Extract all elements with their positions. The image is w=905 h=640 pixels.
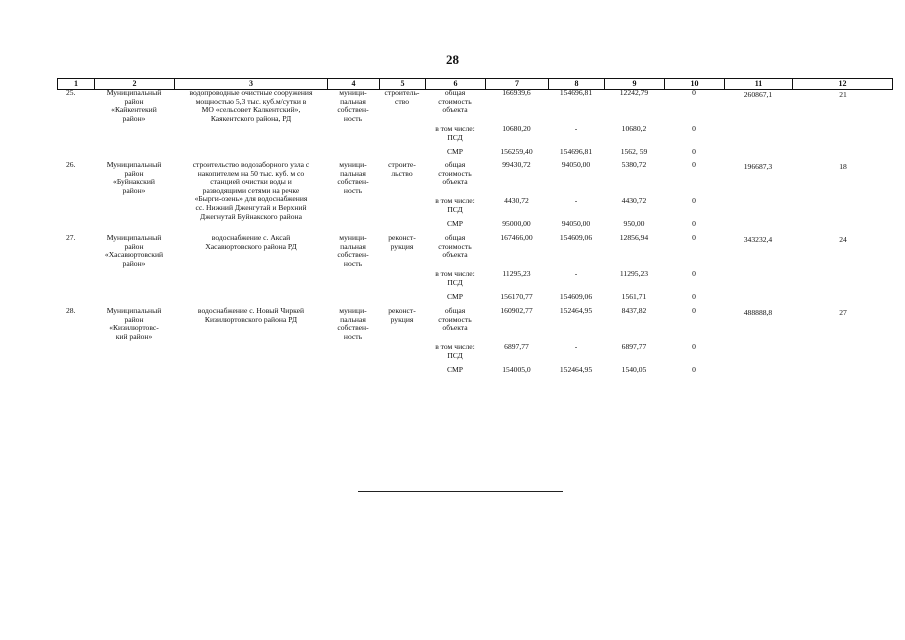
value-col9: 8437,82 [621, 306, 647, 315]
value-col8: - [574, 342, 578, 351]
cost-category-label: общая стоимость объекта [438, 160, 472, 187]
row-number: 26. [66, 160, 76, 169]
ownership-type: муници- пальная собствен- ность [337, 88, 369, 123]
value-col7: 4430,72 [504, 196, 529, 205]
value-col12: 27 [839, 308, 847, 317]
value-col12: 21 [839, 90, 847, 99]
total-value-col11: 488888,8 [743, 308, 773, 317]
value-col8: - [574, 124, 578, 133]
value-col8: 152464,95 [559, 365, 593, 374]
column-header-6: 6 [425, 79, 485, 89]
value-col10: 0 [692, 269, 696, 278]
district-name: Муниципальный район «Кизилюртовс- кий район» [106, 306, 162, 341]
value-col9: 1562, 59 [620, 147, 648, 156]
cost-category-label: общая стоимость объекта [438, 306, 472, 333]
total-value-col11: 260867,1 [743, 90, 773, 99]
total-value-col11: 196687,3 [743, 162, 773, 171]
cost-category-label: СМР [446, 365, 464, 374]
ownership-type: муници- пальная собствен- ность [337, 233, 369, 268]
value-col8: - [574, 269, 578, 278]
column-header-10: 10 [664, 79, 724, 89]
object-description: водоснабжение с. Новый Чиркей Кизилюртовского района РД [197, 306, 305, 324]
value-col8: - [574, 196, 578, 205]
column-header-9: 9 [604, 79, 664, 89]
value-col8: 94050,00 [561, 160, 591, 169]
value-col8: 154696,81 [559, 88, 593, 97]
column-header-2: 2 [94, 79, 174, 89]
cost-category-label: общая стоимость объекта [438, 233, 472, 260]
column-header-8: 8 [548, 79, 604, 89]
district-name: Муниципальный район «Кайкентекий район» [106, 88, 162, 123]
district-name: Муниципальный район «Хасавюртовский район» [104, 233, 164, 268]
work-type: реконст- рукция [388, 306, 416, 324]
value-col8: 94050,00 [561, 219, 591, 228]
value-col10: 0 [692, 342, 696, 351]
work-type: строите- льство [388, 160, 416, 178]
value-col7: 166939,6 [502, 88, 531, 97]
value-col7: 6897,77 [504, 342, 529, 351]
value-col9: 1561,71 [621, 292, 647, 301]
cost-category-label: в том числе: ПСД [435, 124, 475, 142]
value-col10: 0 [692, 365, 696, 374]
column-header-11: 11 [724, 79, 792, 89]
value-col7: 11295,23 [502, 269, 531, 278]
value-col7: 154005,0 [502, 365, 531, 374]
value-col10: 0 [692, 147, 696, 156]
value-col9: 6897,77 [621, 342, 647, 351]
value-col9: 950,00 [623, 219, 645, 228]
value-col12: 24 [839, 235, 847, 244]
value-col10: 0 [692, 196, 696, 205]
value-col9: 5380,72 [621, 160, 647, 169]
value-col10: 0 [692, 292, 696, 301]
value-col10: 0 [692, 124, 696, 133]
cost-category-label: общая стоимость объекта [438, 88, 472, 115]
column-header-4: 4 [327, 79, 379, 89]
value-col7: 10680,20 [502, 124, 531, 133]
cost-category-label: в том числе: ПСД [435, 342, 475, 360]
column-header-3: 3 [174, 79, 327, 89]
ownership-type: муници- пальная собствен- ность [337, 306, 369, 341]
value-col7: 160902,77 [500, 306, 533, 315]
ownership-type: муници- пальная собствен- ность [337, 160, 369, 195]
cost-category-label: СМР [446, 219, 464, 228]
cost-category-label: в том числе: ПСД [435, 269, 475, 287]
row-number: 27. [66, 233, 76, 242]
value-col10: 0 [692, 306, 696, 315]
value-col10: 0 [692, 160, 696, 169]
cost-category-label: СМР [446, 292, 464, 301]
column-header-12: 12 [792, 79, 893, 89]
closing-divider-line [358, 491, 563, 492]
value-col9: 1540,05 [621, 365, 647, 374]
column-header-7: 7 [485, 79, 548, 89]
object-description: водопроводные очистные сооружения мощностью 5,3 тыс. куб.м/сутки в МО «сельсовет Калкентский», Каякентского района, РД [189, 88, 313, 123]
object-description: водоснабжение с. Аксай Хасавюртовского района РД [205, 233, 297, 251]
total-value-col11: 343232,4 [743, 235, 773, 244]
value-col8: 154609,06 [559, 233, 593, 242]
work-type: строитель- ство [384, 88, 420, 106]
work-type: реконст- рукция [388, 233, 416, 251]
value-col7: 167466,00 [500, 233, 533, 242]
row-number: 28. [66, 306, 76, 315]
value-col12: 18 [839, 162, 847, 171]
column-header-5: 5 [379, 79, 425, 89]
value-col9: 10680,2 [621, 124, 647, 133]
value-col10: 0 [692, 219, 696, 228]
cost-category-label: в том числе: ПСД [435, 196, 475, 214]
value-col9: 11295,23 [619, 269, 649, 278]
object-description: строительство водозаборного узла с накопителем на 50 тыс. куб. м со станцией очистки воды и разводящими сетями на речке «Бырги-озень» для водоснабжения сс. Нижний Дженгутай и Верхний Джегнутай Буйнакского района [192, 160, 310, 221]
value-col8: 154696,81 [559, 147, 593, 156]
cost-category-label: СМР [446, 147, 464, 156]
page-number: 28 [446, 52, 459, 67]
value-col9: 4430,72 [621, 196, 647, 205]
value-col10: 0 [692, 88, 696, 97]
value-col9: 12856,94 [619, 233, 649, 242]
value-col8: 152464,95 [559, 306, 593, 315]
value-col9: 12242,79 [619, 88, 649, 97]
value-col10: 0 [692, 233, 696, 242]
district-name: Муниципальный район «Буйнакский район» [106, 160, 162, 195]
value-col8: 154609,06 [559, 292, 593, 301]
row-number: 25. [66, 88, 76, 97]
column-header-1: 1 [57, 79, 94, 89]
value-col7: 156259,40 [500, 147, 533, 156]
value-col7: 95000,00 [502, 219, 531, 228]
value-col7: 99430,72 [502, 160, 531, 169]
value-col7: 156170,77 [500, 292, 533, 301]
